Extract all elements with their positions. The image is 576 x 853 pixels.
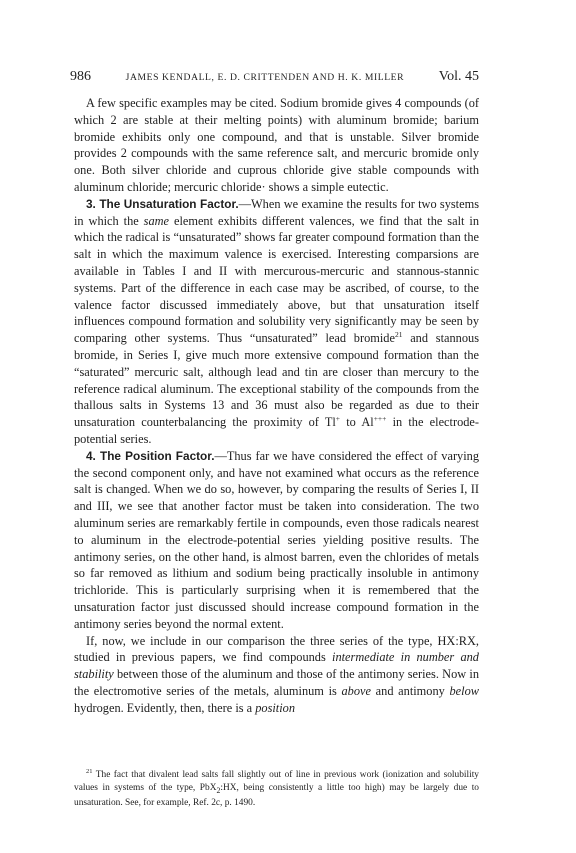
emphasis-position: position (255, 700, 296, 715)
section-heading-position: 4. The Position Factor. (86, 448, 215, 463)
aluminum-charge: +++ (373, 414, 387, 424)
footnote-marker: 21 (86, 767, 93, 775)
running-header (70, 69, 479, 89)
paragraph-comparison: If, now, we include in our comparison the three series of the type, HX:RX, studied in previous papers, we find compounds intermediate in number and stability between those of the aluminum and those of the antimony series. Now in the electromotive series of the metals, aluminum is above and antimony below hydrogen. Evidently, then, there is a position (74, 633, 479, 715)
paragraph-examples: A few specific examples may be cited. Sodium bromide gives 4 compounds (of which 2 are stable at their melting points) with aluminum bromide; barium bromide exhibits only one compound, and that is unstable. Silver bromide provides 2 compounds with the same reference salt, and mercuric bromide only one. Both silver chloride and cuprous chloride give stable compounds with aluminum chloride; mercuric chloride· shows a simple eutectic. (74, 96, 479, 194)
emphasis-above: above (341, 683, 371, 698)
footnote-ref-21[interactable]: 21 (394, 330, 403, 340)
article-body (74, 95, 479, 716)
volume-label: Vol. 45 (438, 69, 479, 84)
running-head-authors: JAMES KENDALL, E. D. CRITTENDEN AND H. K. MILLER (125, 72, 405, 83)
section-heading-unsaturation: 3. The Unsaturation Factor. (86, 196, 239, 211)
emphasis-intermediate: intermediate in number and stability (74, 650, 479, 682)
paragraph-unsaturation-factor: 3. The Unsaturation Factor.—When we examine the results for two systems in which the same element exhibits different valences, we find that the salt in which the radical is “unsaturated” shows far greater compound formation than the salt in which the maximum valence is exercised. Interesting comparsions are available in Tables I and II with mercurous-mercuric and stannous-stannic systems. Part of the difference in each case may be ascribed, of course, to the valence factor discussed immediately above, but that unsaturation itself influences compound formation and solubility very significantly may be seen by comparing other systems. Thus “unsaturated” lead bromide$^{21}$ and stannous bromide, in Series I, give much more extensive compound formation than the “saturated” mercuric salt, although lead and tin are closer than mercury to the reference radical aluminum. The exceptional stability of the compounds from the thallous salts in Systems 13 and 36 must also be regarded as due to their unsaturation counterbalancing the proximity of Tl+ to Al+++ in the electrode-potential series. (74, 196, 479, 446)
page-number: 986 (70, 69, 91, 84)
footnote-21: $^{21}$ The fact that divalent lead salts fall slightly out of line in previous work (ionization and solubility values in systems of the type, PbX$_2$:HX, being consistently a little too high) may be largely due to unsaturation. See, for example, Ref. 2c, p. 1490. (74, 767, 479, 809)
emphasis-below: below (449, 683, 479, 698)
lead-subscript: 2 (216, 785, 221, 795)
emphasis-same: same (143, 213, 170, 228)
paragraph-position-factor: 4. The Position Factor.—Thus far we have considered the effect of varying the second component only, and have not examined what occurs as the reference salt is changed. When we do so, however, by comparing the results of Series I, II and III, we see that another factor must be taken into consideration. The two aluminum series are remarkably fertile in compounds, even those radicals nearest to aluminum in the electrode-potential series yielding positive results. The antimony series, on the other hand, is almost barren, even the chlorides of metals so far removed as lithium and sodium being practically insoluble in antimony trichloride. This is particularly surprising when it is remembered that the unsaturation factor just discussed should increase compound formation in the antimony series beyond the normal extent. (74, 448, 479, 631)
thallium-charge: + (335, 414, 341, 424)
